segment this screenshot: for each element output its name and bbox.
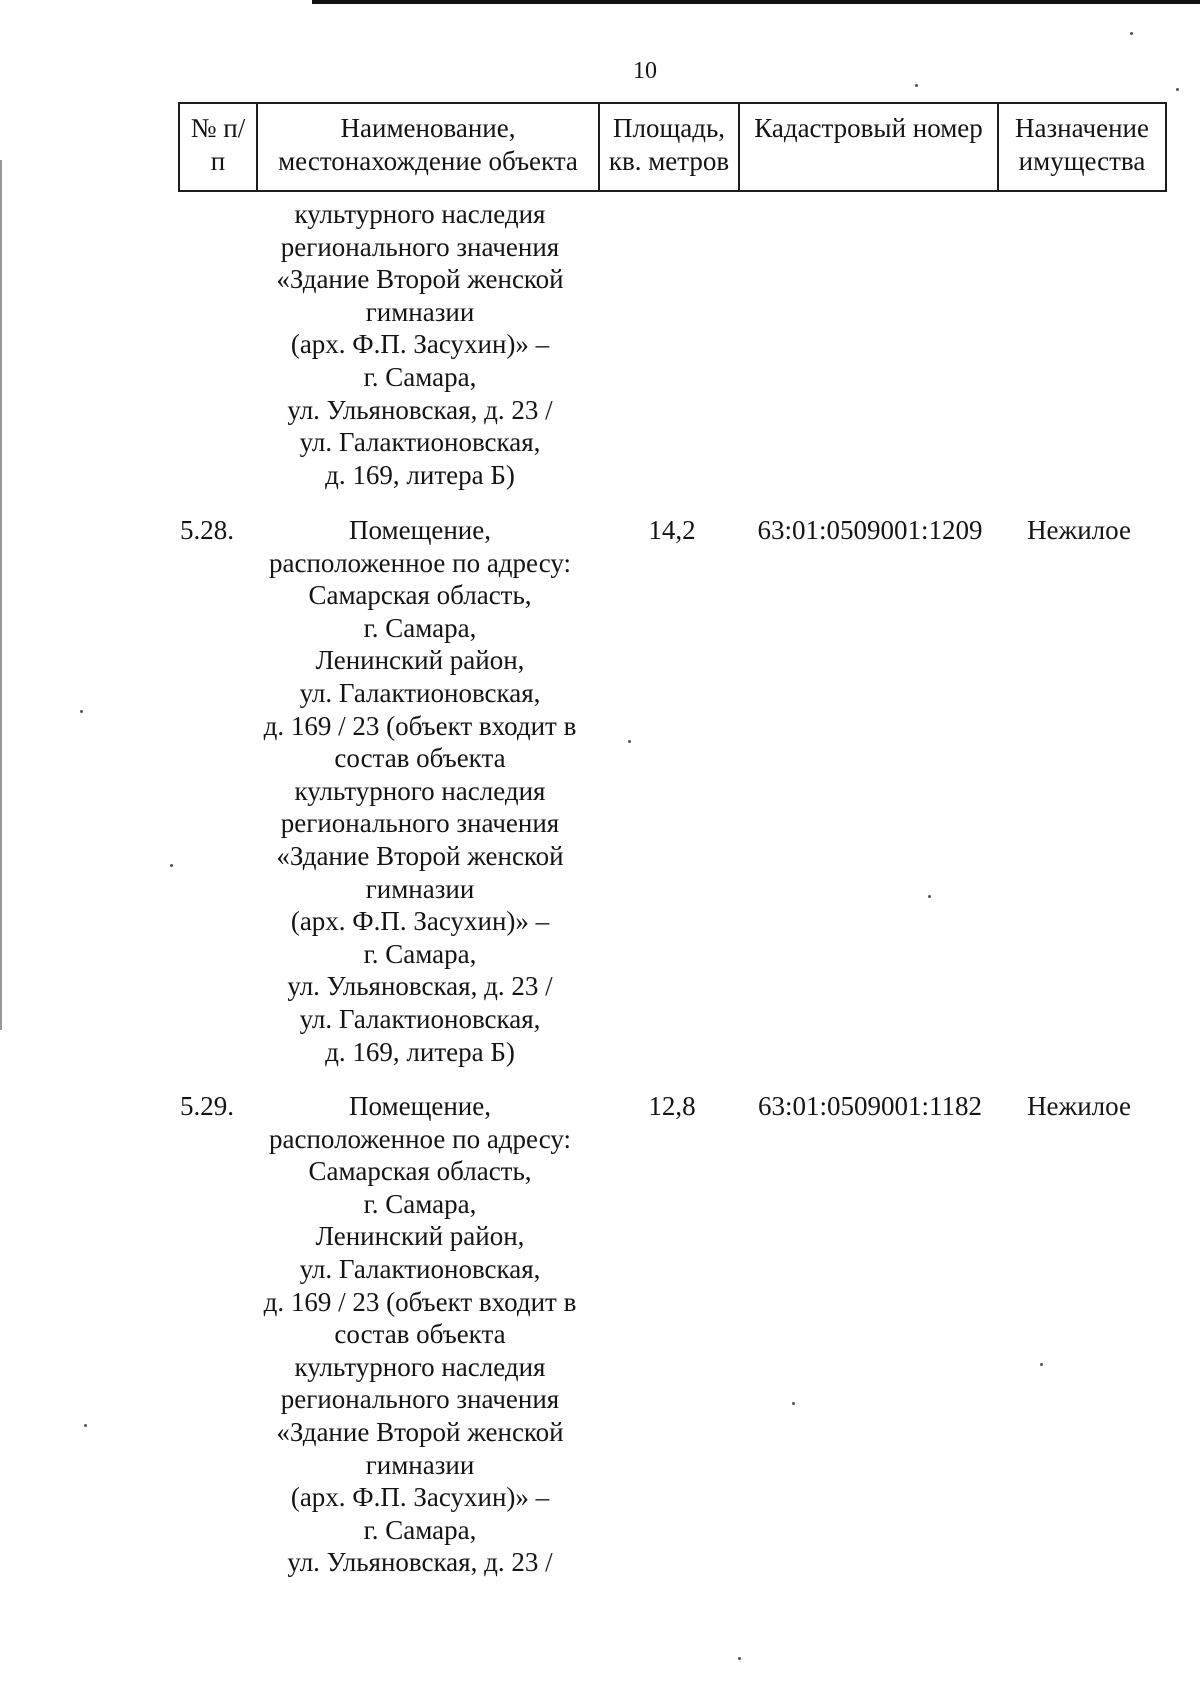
name-line: Помещение,	[349, 1091, 491, 1121]
name-line: гимназии	[365, 873, 475, 904]
scan-speck	[915, 84, 918, 87]
name-line: Ленинский район,	[315, 1221, 525, 1252]
name-line: д. 169, литера Б)	[325, 459, 515, 490]
top-border-line	[312, 0, 1200, 4]
name-line: «Здание Второй женской	[276, 1416, 564, 1447]
name-line: расположенное по адресу:	[269, 1123, 571, 1154]
row-purpose: Нежилое	[1027, 1091, 1131, 1121]
name-line: Помещение,	[349, 515, 491, 545]
scan-speck	[84, 1424, 87, 1427]
row-num: 5.28.	[180, 515, 234, 545]
name-line: д. 169 / 23 (объект входит в	[263, 1286, 577, 1317]
name-line: г. Самара,	[363, 938, 477, 969]
header-area: Площадь, кв. метров	[599, 103, 739, 191]
name-line: «Здание Второй женской	[276, 840, 564, 871]
row-name	[240, 198, 600, 491]
header-num: № п/п	[179, 103, 257, 191]
row-cadastral: 63:01:0509001:1209	[757, 515, 983, 545]
scan-speck	[738, 1657, 741, 1660]
scan-speck	[170, 864, 173, 867]
name-line: ул. Ульяновская, д. 23 /	[287, 394, 553, 425]
name-line: ул. Галактионовская,	[299, 1003, 541, 1034]
row-name	[240, 1090, 600, 1579]
name-line: регионального значения	[280, 1384, 560, 1415]
header-purpose: Назначение имущества	[998, 103, 1166, 191]
name-line: д. 169 / 23 (объект входит в	[263, 710, 577, 741]
name-line: состав объекта	[334, 1319, 506, 1350]
name-line: регионального значения	[280, 808, 560, 839]
name-line: Ленинский район,	[315, 645, 525, 676]
name-line: г. Самара,	[363, 612, 477, 643]
scan-speck	[792, 1402, 795, 1405]
name-line: (арх. Ф.П. Засухин)» –	[290, 1482, 550, 1513]
name-line: г. Самара,	[363, 361, 477, 392]
row-name	[240, 514, 600, 1068]
scan-speck	[628, 740, 631, 743]
name-line: гимназии	[365, 296, 475, 327]
table-header	[178, 102, 1167, 192]
name-line: ул. Ульяновская, д. 23 /	[287, 971, 553, 1002]
name-line: культурного наследия	[294, 775, 546, 806]
name-line: гимназии	[365, 1449, 475, 1480]
scan-speck	[1130, 32, 1133, 35]
name-line: ул. Ульяновская, д. 23 /	[287, 1547, 553, 1578]
row-area: 12,8	[648, 1091, 696, 1121]
scan-speck	[928, 895, 931, 898]
name-line: ул. Галактионовская,	[299, 1253, 541, 1284]
header-name: Наименование, местонахождение объекта	[257, 103, 599, 191]
name-line: г. Самара,	[363, 1188, 477, 1219]
name-line: ул. Галактионовская,	[299, 427, 541, 458]
name-line: «Здание Второй женской	[276, 264, 564, 295]
name-line: Самарская область,	[308, 1156, 532, 1187]
page-number: 10	[633, 58, 657, 84]
name-line: культурного наследия	[294, 199, 546, 229]
scan-speck	[1176, 88, 1179, 91]
scan-speck	[1040, 1363, 1043, 1366]
name-line: (арх. Ф.П. Засухин)» –	[290, 906, 550, 937]
header-cadastral: Кадастровый номер	[739, 103, 998, 191]
name-line: расположенное по адресу:	[269, 547, 571, 578]
scan-edge-line	[0, 160, 2, 1030]
name-line: регионального значения	[280, 231, 560, 262]
row-cadastral: 63:01:0509001:1182	[757, 1091, 982, 1121]
name-line: состав объекта	[334, 743, 506, 774]
name-line: Самарская область,	[308, 580, 532, 611]
name-line: д. 169, литера Б)	[325, 1036, 515, 1067]
row-area: 14,2	[648, 515, 696, 545]
name-line: (арх. Ф.П. Засухин)» –	[290, 329, 550, 360]
scan-speck	[80, 710, 83, 713]
name-line: культурного наследия	[294, 1351, 546, 1382]
header-row	[179, 103, 1166, 191]
row-num: 5.29.	[180, 1091, 234, 1121]
row-purpose: Нежилое	[1027, 515, 1131, 545]
name-line: ул. Галактионовская,	[299, 677, 541, 708]
name-line: г. Самара,	[363, 1514, 477, 1545]
